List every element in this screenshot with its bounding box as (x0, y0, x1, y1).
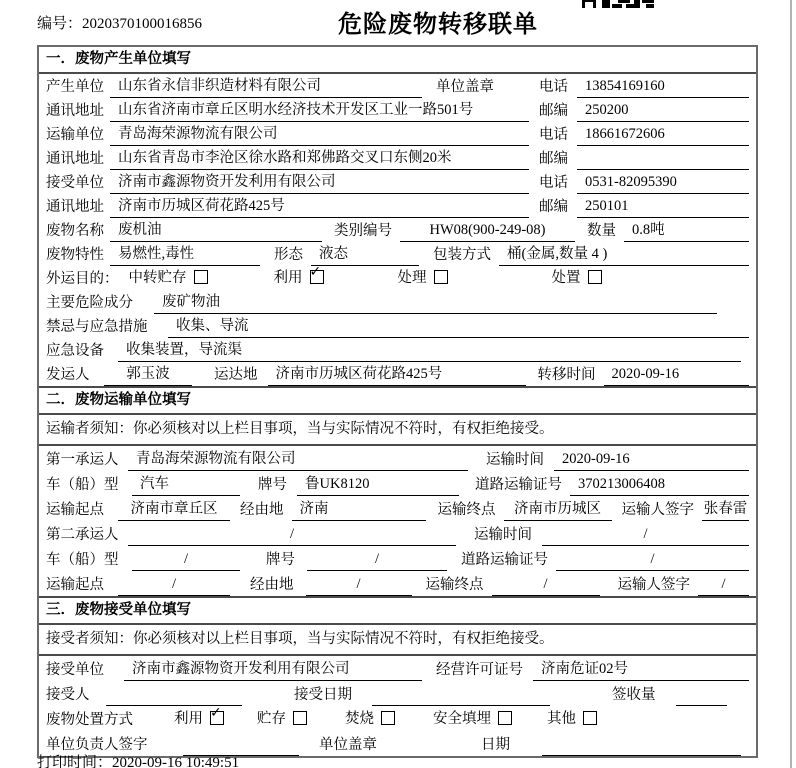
page-edge-divider (790, 0, 792, 768)
receipt-amount-label: 签收量 (612, 687, 656, 703)
print-time-line (37, 751, 239, 768)
option-label: 处理 (397, 270, 427, 286)
waste-trait-row (39, 242, 756, 266)
disposal-option-incinerate (345, 707, 395, 731)
checkbox-checked-icon: ✓ (210, 711, 224, 725)
carrier1-vehicle-row (39, 471, 756, 496)
transporter-label: 运输单位 (46, 127, 104, 143)
transporter-phone-value: 18661672606 (577, 126, 749, 146)
serial-number: 2020370100016856 (82, 16, 203, 32)
purpose-label: 外运目的： (46, 271, 119, 287)
producer-address-value: 山东省济南市章丘区明水经济技术开发区工业一路501号 (110, 98, 529, 122)
destination-value: 济南市历城区荷花路425号 (268, 362, 526, 386)
producer-phone-group (539, 75, 749, 98)
date-label: 日期 (481, 737, 510, 753)
disposal-option-landfill (433, 707, 512, 731)
road-permit-label: 道路运输证号 (461, 552, 548, 568)
receiver-address-row (39, 194, 756, 218)
road-permit-label: 道路运输证号 (475, 477, 562, 493)
origin-label: 运输起点 (46, 502, 104, 518)
producer-zip-group (539, 99, 749, 122)
receiver-value: 济南市鑫源物资开发利用有限公司 (110, 170, 529, 194)
carrier2-terminal-value: / (492, 576, 600, 596)
transfer-time-value: 2020-09-16 (604, 366, 750, 386)
carrier2-row (39, 521, 756, 546)
page-title: 危险废物转移联单 (338, 12, 538, 38)
carrier1-terminal-value: 济南市历城区 (504, 497, 612, 521)
producer-value: 山东省永信非织造材料有限公司 (110, 74, 422, 98)
producer-address-row (39, 98, 756, 122)
head-sign-label: 单位负责人签字 (46, 737, 148, 753)
carrier2-label: 第二承运人 (46, 527, 119, 543)
producer-label: 产生单位 (46, 79, 104, 95)
option-label: 利用 (174, 711, 203, 727)
option-label: 安全填埋 (433, 711, 491, 727)
checkbox-icon (588, 270, 602, 284)
category-label: 类别编号 (334, 223, 392, 239)
checkbox-checked-icon: ✓ (310, 270, 324, 284)
destination-label: 运达地 (214, 367, 258, 383)
checkbox-icon (498, 711, 512, 725)
address-label: 通讯地址 (46, 151, 104, 167)
transfer-time-label: 转移时间 (537, 367, 596, 383)
carrier1-row (39, 446, 756, 471)
carrier1-via-value: 济南 (292, 497, 426, 521)
checkbox-icon (583, 711, 597, 725)
via-label: 经由地 (240, 502, 284, 518)
quantity-label: 数量 (587, 223, 616, 239)
packing-label: 包装方式 (433, 247, 491, 263)
section3-header: 三．废物接受单位填写 (39, 596, 756, 625)
purpose-option-utilize (273, 263, 324, 290)
transporter-sign-label: 运输人签字 (617, 577, 690, 593)
purpose-option-dispose (552, 266, 602, 290)
option-label: 贮存 (257, 711, 286, 727)
receiver-address-value: 济南市历城区荷花路425号 (110, 194, 529, 218)
accept-person-label: 接受人 (46, 687, 90, 703)
option-label: 其他 (547, 711, 576, 727)
form-value: 液态 (311, 242, 419, 266)
carrier1-vehicle-value: 汽车 (132, 472, 240, 496)
accept-unit-row (39, 656, 756, 681)
purpose-option-treat (398, 266, 448, 290)
transporter-phone-group (539, 123, 749, 146)
zip-label: 邮编 (539, 199, 568, 215)
carrier1-plate-value: 鲁UK8120 (297, 472, 459, 496)
carrier2-via-value: / (306, 576, 412, 596)
taboo-value: 收集、导流 (168, 314, 749, 338)
carrier1-route-row (39, 496, 756, 521)
shipper-row (39, 362, 756, 386)
vehicle-type-label: 车（船）型 (46, 477, 119, 493)
origin-label: 运输起点 (46, 577, 104, 593)
disposal-option-utilize (174, 704, 224, 731)
carrier1-permit-value: 370213006408 (570, 476, 749, 496)
transporter-zip-group (539, 147, 749, 170)
taboo-label: 禁忌与应急措施 (46, 319, 148, 335)
transporter-value: 青岛海荣源物流有限公司 (110, 122, 529, 146)
purpose-option-transfer-storage (129, 266, 208, 290)
disposal-option-other (547, 707, 597, 731)
accept-date-label: 接受日期 (294, 687, 352, 703)
hazard-label: 主要危险成分 (46, 295, 133, 311)
transporter-address-row (39, 146, 756, 170)
option-label: 焚烧 (345, 711, 374, 727)
business-permit-value: 济南危证02号 (533, 657, 749, 681)
transporter-sign-label: 运输人签字 (621, 502, 694, 518)
transporter-address-value: 山东省青岛市李沧区徐水路和郑佛路交叉口东侧20米 (110, 146, 529, 170)
carrier2-time-value: / (542, 526, 749, 546)
checkbox-icon (293, 711, 307, 725)
vehicle-type-label: 车（船）型 (46, 552, 119, 568)
carrier2-origin-value: / (118, 576, 230, 596)
disposal-method-row (39, 706, 756, 731)
carrier1-value: 青岛海荣源物流有限公司 (128, 447, 468, 471)
form-label: 形态 (274, 247, 303, 263)
carrier2-sign-value: / (698, 576, 749, 596)
category-value: HW08(900-249-08) (400, 222, 575, 242)
receiver-label: 接受单位 (46, 175, 104, 191)
unit-seal-label: 单位盖章 (436, 79, 494, 95)
serial-label: 编号： (37, 16, 83, 32)
address-label: 通讯地址 (46, 103, 104, 119)
trait-label: 废物特性 (46, 247, 104, 263)
manifest-form (37, 45, 758, 758)
zip-label: 邮编 (539, 103, 568, 119)
waste-name-label: 废物名称 (46, 223, 104, 239)
accept-date-value (372, 703, 550, 706)
carrier2-permit-value: / (556, 551, 749, 571)
receiver-notice: 接受者须知：你必须核对以上栏目事项，当与实际情况不符时，有权拒绝接受。 (39, 625, 756, 656)
unit-seal-label: 单位盖章 (319, 737, 377, 753)
packing-value: 桶(金属,数量 4 ) (499, 242, 749, 266)
equipment-row (39, 338, 756, 362)
receiver-zip-group (539, 195, 749, 218)
carrier2-vehicle-value: / (132, 551, 240, 571)
address-label: 通讯地址 (46, 199, 104, 215)
option-label: 利用 (273, 270, 303, 286)
terminal-label: 运输终点 (437, 502, 496, 518)
transporter-notice: 运输者须知：你必须核对以上栏目事项，当与实际情况不符时，有权拒绝接受。 (39, 415, 756, 446)
phone-label: 电话 (539, 79, 568, 95)
carrier2-plate-value: / (307, 551, 447, 571)
checkbox-icon (381, 711, 395, 725)
zip-label: 邮编 (539, 151, 568, 167)
disposal-option-store (257, 707, 307, 731)
receiver-row (39, 170, 756, 194)
carrier1-time-value: 2020-09-16 (554, 451, 749, 471)
terminal-label: 运输终点 (425, 577, 484, 593)
transport-time-label: 运输时间 (486, 452, 544, 468)
carrier2-route-row (39, 571, 756, 596)
accept-unit-value: 济南市鑫源物资开发利用有限公司 (124, 657, 422, 681)
carrier1-origin-value: 济南市章丘区 (118, 497, 230, 521)
plate-label: 牌号 (258, 477, 287, 493)
taboo-row (39, 314, 756, 338)
receiver-phone-value: 0531-82095390 (577, 174, 749, 194)
transporter-zip-value (577, 167, 749, 170)
accept-unit-label: 接受单位 (46, 662, 104, 678)
section1-header: 一．废物产生单位填写 (39, 47, 756, 74)
trait-value: 易燃性,毒性 (110, 242, 260, 266)
hazard-value: 废矿物油 (154, 290, 717, 314)
waste-name-row (39, 218, 756, 242)
producer-zip-value: 250200 (577, 102, 749, 122)
receipt-amount-value (676, 703, 728, 706)
via-label: 经由地 (250, 577, 294, 593)
phone-label: 电话 (539, 127, 568, 143)
carrier2-value: / (128, 526, 456, 546)
receiver-phone-group (539, 171, 749, 194)
checkbox-icon (194, 270, 208, 284)
equipment-label: 应急设备 (46, 343, 104, 359)
phone-label: 电话 (539, 175, 568, 191)
plate-label: 牌号 (266, 552, 295, 568)
checkbox-icon (434, 270, 448, 284)
carrier2-vehicle-row (39, 546, 756, 571)
option-label: 处置 (551, 270, 581, 286)
quantity-value: 0.8吨 (624, 218, 749, 242)
equipment-value: 收集装置，导流渠 (118, 338, 741, 362)
print-time-label: 打印时间： (37, 755, 113, 768)
waste-name-value: 废机油 (110, 218, 322, 242)
carrier1-label: 第一承运人 (46, 452, 119, 468)
business-permit-label: 经营许可证号 (436, 662, 523, 678)
section2-header: 二．废物运输单位填写 (39, 386, 756, 415)
print-time-value: 2020-09-16 10:49:51 (112, 755, 240, 768)
transport-time-label: 运输时间 (474, 527, 532, 543)
disposal-method-label: 废物处置方式 (46, 712, 133, 728)
carrier1-sign-value: 张春雷 (702, 497, 749, 521)
receiver-zip-value: 250101 (577, 198, 749, 218)
shipper-label: 发运人 (46, 367, 90, 383)
producer-phone-value: 13854169160 (577, 78, 749, 98)
transporter-row (39, 122, 756, 146)
date-value (542, 753, 741, 756)
shipper-value: 郭玉波 (104, 362, 192, 386)
accept-person-row (39, 681, 756, 706)
producer-row (39, 74, 756, 98)
hazard-row (39, 290, 756, 314)
purpose-row (39, 263, 756, 290)
option-label: 中转贮存 (128, 270, 187, 286)
